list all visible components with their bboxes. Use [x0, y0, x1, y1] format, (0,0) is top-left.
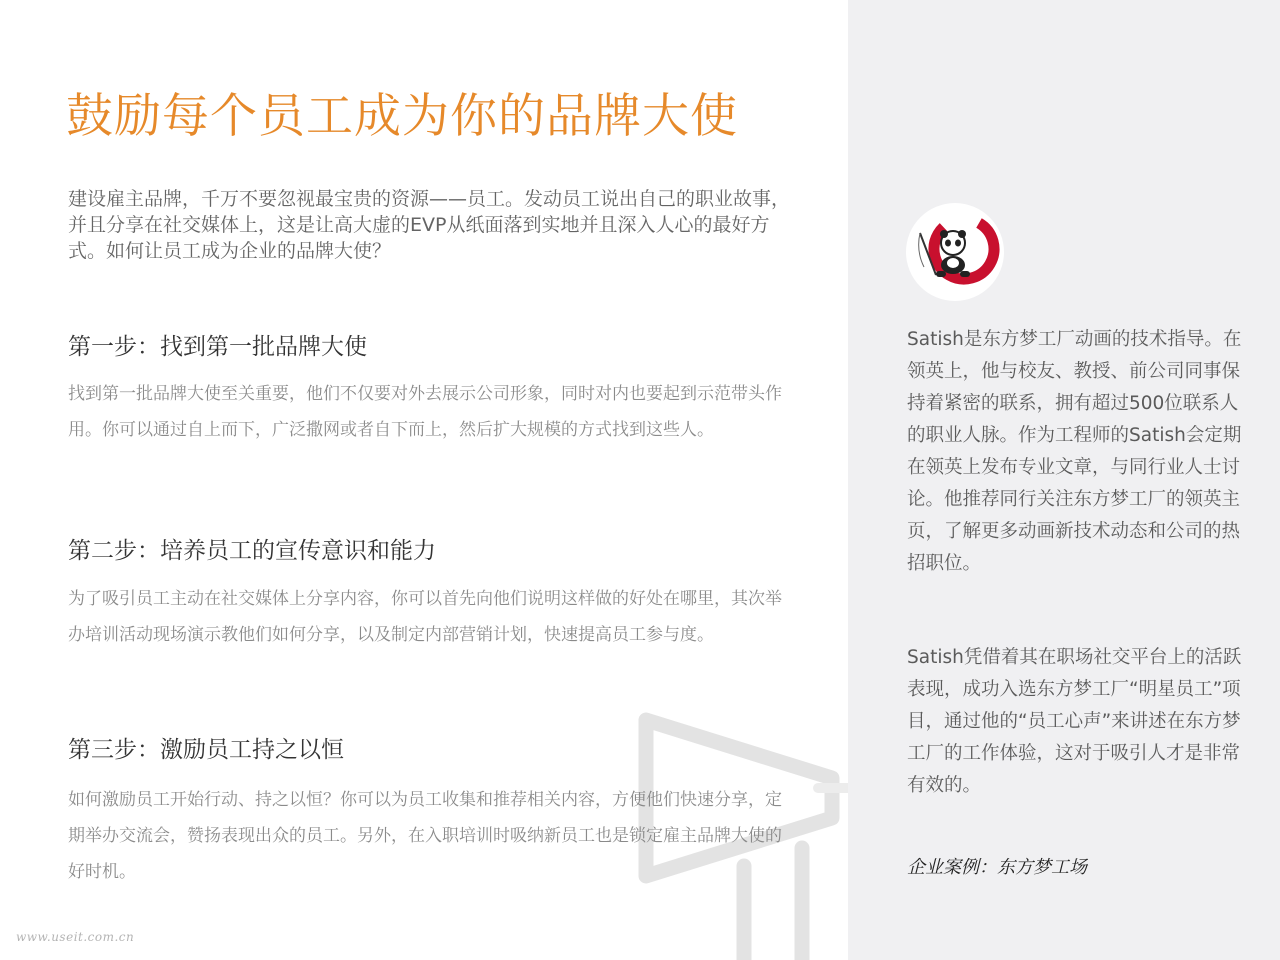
step-3-title: 第三步：激励员工持之以恒	[68, 737, 344, 763]
case-label: 企业案例：东方梦工场	[907, 857, 1087, 878]
case-paragraph-1: Satish是东方梦工厂动画的技术指导。在领英上，他与校友、教授、前公司同事保持着紧密的联系，拥有超过500位联系人的职业人脉。作为工程师的Satish会定期在领英上发布专业文章，与同行业人士讨论。他推荐同行关注东方梦工厂的领英主页，了解更多动画新技术动态和公司的热招职位。	[907, 329, 1242, 574]
case-paragraph-2: Satish凭借着其在职场社交平台上的活跃表现，成功入选东方梦工厂“明星员工”项目，通过他的“员工心声”来讲述在东方梦工厂的工作体验，这对于吸引人才是非常有效的。	[907, 647, 1242, 796]
step-1-body: 找到第一批品牌大使至关重要，他们不仅要对外去展示公司形象，同时对内也要起到示范带头作用。你可以通过自上而下，广泛撒网或者自下而上，然后扩大规模的方式找到这些人。	[68, 384, 782, 440]
page-title: 鼓励每个员工成为你的品牌大使	[66, 89, 738, 144]
step-1-title: 第一步：找到第一批品牌大使	[68, 334, 367, 360]
step-2-body: 为了吸引员工主动在社交媒体上分享内容，你可以首先向他们说明这样做的好处在哪里，其次举办培训活动现场演示教他们如何分享，以及制定内部营销计划，快速提高员工参与度。	[68, 589, 782, 645]
step-2-title: 第二步：培养员工的宣传意识和能力	[68, 538, 436, 564]
intro-paragraph: 建设雇主品牌，千万不要忽视最宝贵的资源——员工。发动员工说出自己的职业故事，并且分享在社交媒体上，这是让高大虚的EVP从纸面落到实地并且深入人心的最好方式。如何让员工成为企业的品牌大使？	[68, 188, 791, 262]
dreamworks-panda-logo	[906, 203, 1004, 301]
step-3-body: 如何激励员工开始行动、持之以恒？你可以为员工收集和推荐相关内容，方便他们快速分享，定期举办交流会，赞扬表现出众的员工。另外，在入职培训时吸纳新员工也是锁定雇主品牌大使的好时机。	[68, 790, 782, 882]
watermark: www.useit.com.cn	[16, 930, 135, 944]
